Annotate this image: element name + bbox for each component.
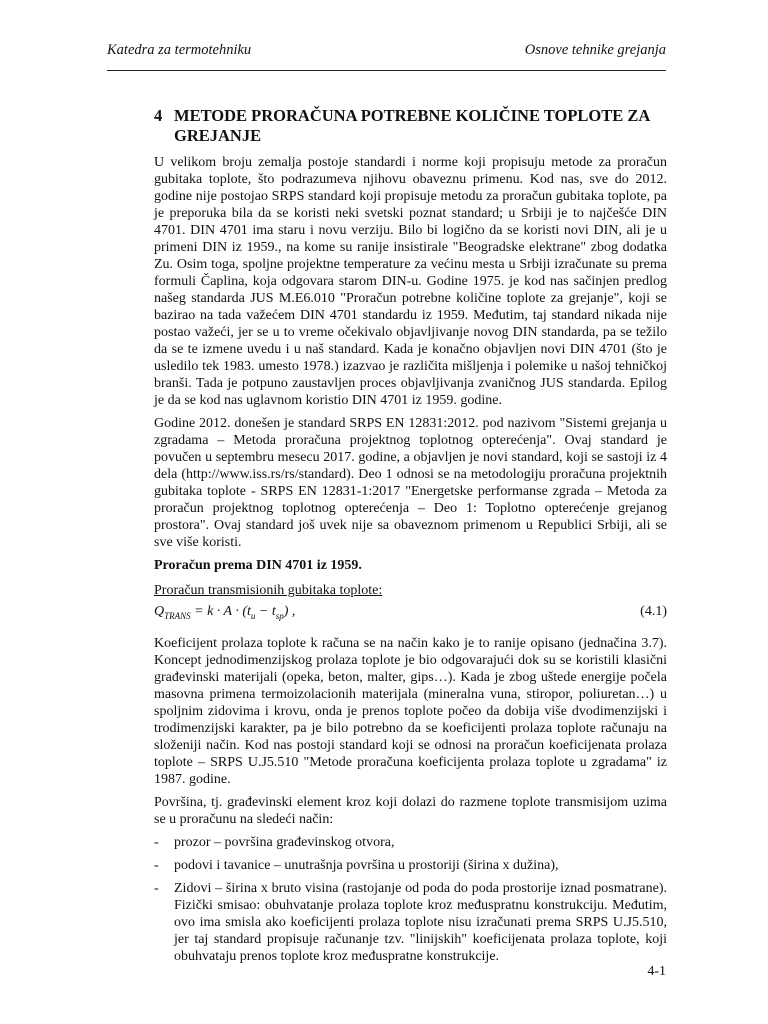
list-item — [154, 857, 667, 874]
paragraph-surface: Površina, tj. građevinski element kroz koji dolazi do razmene toplote transmisijom uzima se u proračunu na sledeći način: — [154, 794, 667, 827]
list-item — [154, 880, 667, 965]
eq-q-sub: TRANS — [164, 610, 191, 621]
header-left: Katedra za termotehniku — [107, 42, 252, 58]
equation-number: (4.1) — [640, 604, 667, 619]
eq-main: = k · A · (t — [190, 604, 251, 619]
list-dash: - — [154, 834, 159, 850]
chapter-title: METODE PRORAČUNA POTREBNE KOLIČINE TOPLOTE ZA GREJANJE — [174, 106, 650, 145]
surface-list — [154, 834, 667, 965]
eq-tsp-sub: sp — [275, 610, 284, 621]
paragraph-intro: U velikom broju zemalja postoje standardi i norme koji propisuju metode za proračun gubitaka toplote, što podrazumeva njihovu obaveznu primenu. Kod nas, sve do 2012. godine nije postojao SRPS standard koji propisuje metodu za proračun gubitaka toplote, pa je preporuka bila da se koristi neki svetski poznat standard; u Srbiji je to najčešće DIN 4701. DIN 4701 ima staru i novu verziju. Bilo bi logično da se koristi novi DIN, ali je u primeni DIN iz 1959., na kome su ranije insistirale "Beogradske elektrane" zbog dodatka Zu. Osim toga, spoljne projektne temperature za većinu mesta u Srbiji izračunate su prema formuli Čaplina, koja odgovara starom DIN-u. Godine 1975. je kod nas sačinjen predlog našeg standarda JUS M.E6.010 "Proračun potrebne količine toplote za grejanje", koji se bazirao na tada važećem DIN 4701 standardu iz 1959. Međutim, taj standard nikada nije postao važeći, jer se u to vreme očekivalo objavljivanje novog DIN standarda, pa se težilo da se te izmene uvedu i u naš standard. Kada je konačno objavljen novi DIN 4701 (što je usledilo tek 1983. umesto 1978.) izazvao je različita mišljenja i polemike u našoj tehničkoj branši. Tada je potpuno zaustavljen proces objavljivanja zvaničnog JUS standarda. Epilog je da se kod nas uglavnom koristio DIN 4701 iz 1959. godine. — [154, 155, 667, 408]
chapter-number: 4 — [154, 106, 163, 125]
eq-minus: − t — [255, 604, 276, 619]
list-item — [154, 834, 667, 851]
subheading-din: Proračun prema DIN 4701 iz 1959. — [154, 558, 362, 573]
page-content — [154, 106, 667, 971]
chapter-heading — [154, 106, 667, 146]
list-item-text: Zidovi – širina x bruto visina (rastojanje od poda do poda prostorije iznad posmatrane). Fizički smisao: obuhvatanje prolaza toplote kroz međuspratnu konstrukciju. Međutim, ovo ima smisla ako koeficijenti prolaza toplote nisu izračunati prema SRPS U.J5.510, jer taj standard propisuje računanje tzv. "linijskih" koeficijenata prolaza toplote, koji obuhvataju prenos toplote kroz međuspratne konstrukcije. — [174, 880, 667, 964]
header-right: Osnove tehnike grejanja — [524, 42, 666, 58]
page-number: 4-1 — [647, 964, 666, 979]
paragraph-srps-2012: Godine 2012. donešen je standard SRPS EN 12831:2012. pod nazivom "Sistemi grejanja u zgradama – Metoda proračuna projektnog toplotnog opterećenja". Ovaj standard je povučen u septembru mesecu 2017. godine, a objavljen je novi standard, koji se sastoji iz 4 dela (http://www.iss.rs/rs/standard). Deo 1 odnosi se na metodologiju proračuna projektnih gubitaka toplote - SRPS EN 12831-1:2017 "Energetske performanse zgrada – Metoda za proračun projektnog toplotnog opterećenja – Deo 1: Toplotno opterećenje grejanog prostora". Ovaj standard još uvek nije sa obaveznom primenom u Republici Srbiji, ali se sve više koristi. — [154, 416, 667, 550]
list-dash: - — [154, 857, 159, 873]
header-rule — [107, 70, 666, 71]
equation-body — [154, 603, 295, 625]
list-item-text: podovi i tavanice – unutrašnja površina u prostoriji (širina x dužina), — [174, 857, 559, 873]
list-item-text: prozor – površina građevinskog otvora, — [174, 834, 395, 850]
eq-tu-sub: u — [250, 610, 256, 621]
subheading-transmission: Proračun transmisionih gubitaka toplote: — [154, 583, 383, 598]
equation-4-1 — [154, 603, 667, 625]
eq-q: Q — [154, 604, 165, 619]
paragraph-coefficient: Koeficijent prolaza toplote k računa se na način kako je to ranije opisano (jednačina 3.7). Koncept jednodimenzijskog prolaza toplote je bio odgovarajući dok su se koristili klasični građevinski materijali (opeka, beton, malter, gips…). Kada je zbog uštede energije počela masovna primena termoizolacionih materijala (mineralna vuna, stiropor, poliuretan…) u spoljnim zidovima i krovu, onda je prenos toplote počeo da dobija više dvodimenzijski i trodimenzijski karakter, pa je bilo potrebno da se koeficijenti prolaza toplote računaju na složeniji način. Kod nas postoji standard koji se odnosi na proračun koeficijenata prolaza toplote – SRPS U.J5.510 "Metode proračuna koeficijenta prolaza toplote u zgradama" iz 1987. godine. — [154, 635, 667, 787]
list-dash: - — [154, 880, 159, 896]
eq-close: ) , — [283, 604, 296, 619]
